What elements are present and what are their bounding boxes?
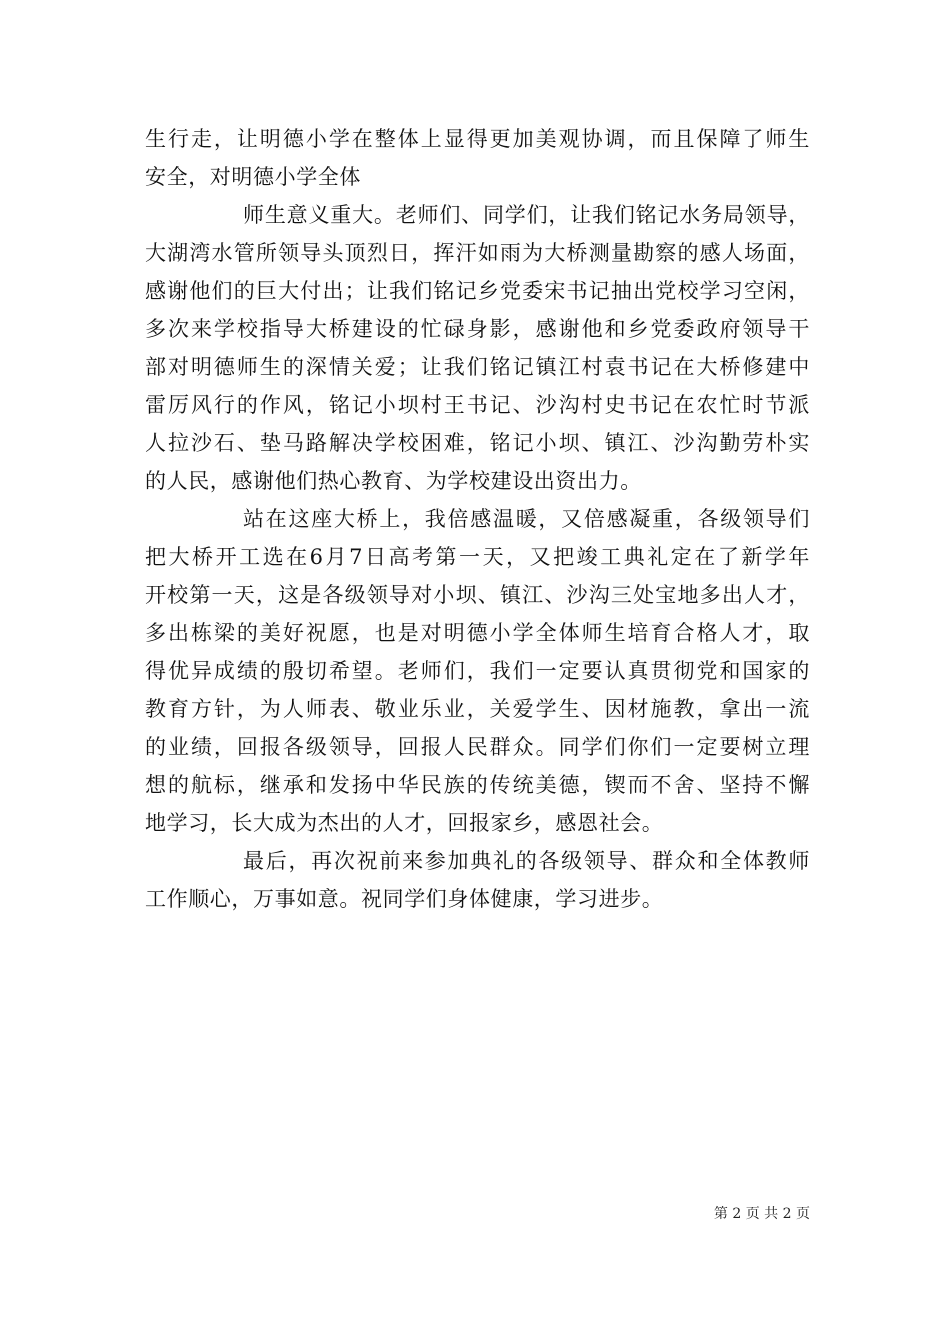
text-line: 生行走，让明德小学在整体上显得更加美观协调，而且保障了师生 [145,127,810,151]
text-line: 的人民，感谢他们热心教育、为学校建设出资出力。 [145,469,642,493]
text-line: 的业绩，回报各级领导，回报人民群众。同学们你们一定要树立理 [145,735,810,759]
text-line: 部对明德师生的深情关爱；让我们铭记镇江村袁书记在大桥修建中 [145,355,810,379]
document-body [145,120,810,918]
text-line: 人拉沙石、垫马路解决学校困难，铭记小坝、镇江、沙沟勤劳朴实 [145,431,810,455]
text-line: 工作顺心，万事如意。祝同学们身体健康，学习进步。 [145,887,664,911]
text-line: 雷厉风行的作风，铭记小坝村王书记、沙沟村史书记在农忙时节派 [145,393,810,417]
text-line: 得优异成绩的殷切希望。老师们，我们一定要认真贯彻党和国家的 [145,659,810,683]
text-line: 教育方针，为人师表、敬业乐业，关爱学生、因材施教，拿出一流 [145,697,810,721]
text-line: 师生意义重大。老师们、同学们，让我们铭记水务局领导， [243,203,810,227]
page-number: 第 2 页 共 2 页 [713,1206,810,1222]
text-line: 多出栋梁的美好祝愿，也是对明德小学全体师生培育合格人才，取 [145,621,810,645]
text-line: 开校第一天，这是各级领导对小坝、镇江、沙沟三处宝地多出人才， [145,583,810,607]
text-line: 感谢他们的巨大付出；让我们铭记乡党委宋书记抽出党校学习空闲， [145,279,810,303]
text-line: 大湖湾水管所领导头顶烈日，挥汗如雨为大桥测量勘察的感人场面， [145,241,810,265]
text-line: 把大桥开工选在6月7日高考第一天，又把竣工典礼定在了新学年 [145,545,810,569]
text-line: 多次来学校指导大桥建设的忙碌身影，感谢他和乡党委政府领导干 [145,317,810,341]
text-line: 站在这座大桥上，我倍感温暖，又倍感凝重，各级领导们 [243,507,810,531]
text-line: 最后，再次祝前来参加典礼的各级领导、群众和全体教师 [243,849,810,873]
text-line: 安全，对明德小学全体 [145,165,361,189]
text-line: 想的航标，继承和发扬中华民族的传统美德，锲而不舍、坚持不懈 [145,773,810,797]
text-line: 地学习，长大成为杰出的人才，回报家乡，感恩社会。 [145,811,664,835]
